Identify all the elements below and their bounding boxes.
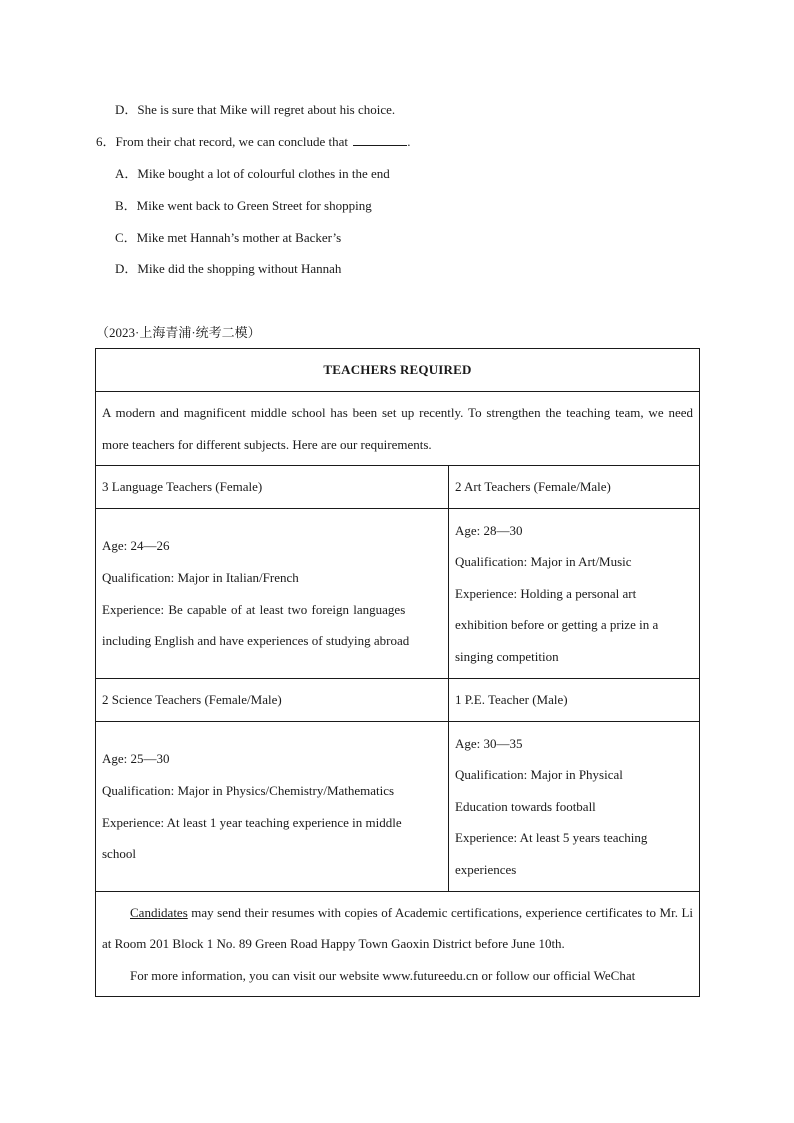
requirement-line: Age: 30—35 bbox=[455, 735, 523, 751]
q6-option-b bbox=[115, 198, 372, 214]
requirements-art bbox=[449, 509, 700, 679]
option-letter: D． bbox=[115, 261, 138, 276]
requirements-language bbox=[96, 509, 449, 679]
requirement-line: Qualification: Major in Physics/Chemistry/Mathematics bbox=[102, 782, 395, 798]
q6-option-d bbox=[115, 261, 341, 277]
teachers-required-ad bbox=[95, 348, 700, 997]
requirement-line: Qualification: Major in Italian/French bbox=[102, 569, 299, 585]
option-text: Mike bought a lot of colourful clothes in the end bbox=[137, 166, 390, 181]
option-letter: D． bbox=[115, 102, 138, 117]
question-6-stem bbox=[96, 134, 410, 150]
q5-option-d bbox=[115, 102, 395, 118]
position-heading-science: 2 Science Teachers (Female/Male) bbox=[96, 679, 449, 722]
option-letter: A． bbox=[115, 166, 138, 181]
option-letter: C． bbox=[115, 230, 137, 245]
ad-title: TEACHERS REQUIRED bbox=[96, 349, 700, 392]
exam-source: （2023·上海青浦·统考二模） bbox=[96, 325, 261, 340]
option-text: She is sure that Mike will regret about his choice. bbox=[137, 102, 396, 117]
question-text: From their chat record, we can conclude that bbox=[115, 134, 348, 149]
q6-option-c bbox=[115, 230, 341, 246]
requirement-line: experiences bbox=[455, 861, 517, 877]
footer-paragraph-2: For more information, you can visit our website www.futureedu.cn or follow our official WeChat bbox=[130, 967, 636, 983]
option-letter: B． bbox=[115, 198, 137, 213]
requirement-line: including English and have experiences of studying abroad bbox=[102, 633, 410, 649]
requirement-line: Age: 25—30 bbox=[102, 751, 170, 767]
requirement-line: singing competition bbox=[455, 648, 559, 664]
footer-paragraph-1-text: may send their resumes with copies of Academic certifications, experience certificates to Mr. Li at Room 201 Block 1 No. 89 Green Road Happy Town Gaoxin District before June 10th. bbox=[102, 904, 693, 952]
requirement-line: Experience: Holding a personal art bbox=[455, 585, 637, 601]
answer-blank bbox=[353, 134, 407, 146]
requirements-pe bbox=[449, 722, 700, 892]
footer-paragraph-1 bbox=[102, 897, 693, 960]
position-heading-language: 3 Language Teachers (Female) bbox=[96, 466, 449, 509]
requirement-line: Experience: Be capable of at least two foreign languages bbox=[102, 601, 406, 617]
requirement-line: Qualification: Major in Physical bbox=[455, 767, 623, 783]
q6-option-a bbox=[115, 166, 390, 182]
candidates-word: Candidates bbox=[130, 904, 188, 920]
requirement-line: Qualification: Major in Art/Music bbox=[455, 554, 632, 570]
stem-end: . bbox=[407, 134, 411, 149]
option-text: Mike did the shopping without Hannah bbox=[137, 261, 342, 276]
ad-intro: A modern and magnificent middle school has been set up recently. To strengthen the teaching team, we need more teachers for different subjects. Here are our requirements. bbox=[96, 392, 700, 466]
position-heading-art: 2 Art Teachers (Female/Male) bbox=[449, 466, 700, 509]
requirements-science bbox=[96, 722, 449, 892]
requirement-line: Experience: At least 1 year teaching experience in middle bbox=[102, 814, 402, 830]
option-text: Mike met Hannah’s mother at Backer’s bbox=[136, 230, 342, 245]
requirement-line: school bbox=[102, 846, 136, 862]
requirement-line: exhibition before or getting a prize in a bbox=[455, 617, 659, 633]
requirement-line: Age: 28—30 bbox=[455, 522, 523, 538]
option-text: Mike went back to Green Street for shopping bbox=[136, 198, 372, 213]
question-number: 6． bbox=[96, 134, 116, 149]
requirement-line: Education towards football bbox=[455, 798, 596, 814]
requirement-line: Age: 24—26 bbox=[102, 538, 170, 554]
requirement-line: Experience: At least 5 years teaching bbox=[455, 830, 648, 846]
position-heading-pe: 1 P.E. Teacher (Male) bbox=[449, 679, 700, 722]
ad-footer bbox=[96, 892, 700, 997]
